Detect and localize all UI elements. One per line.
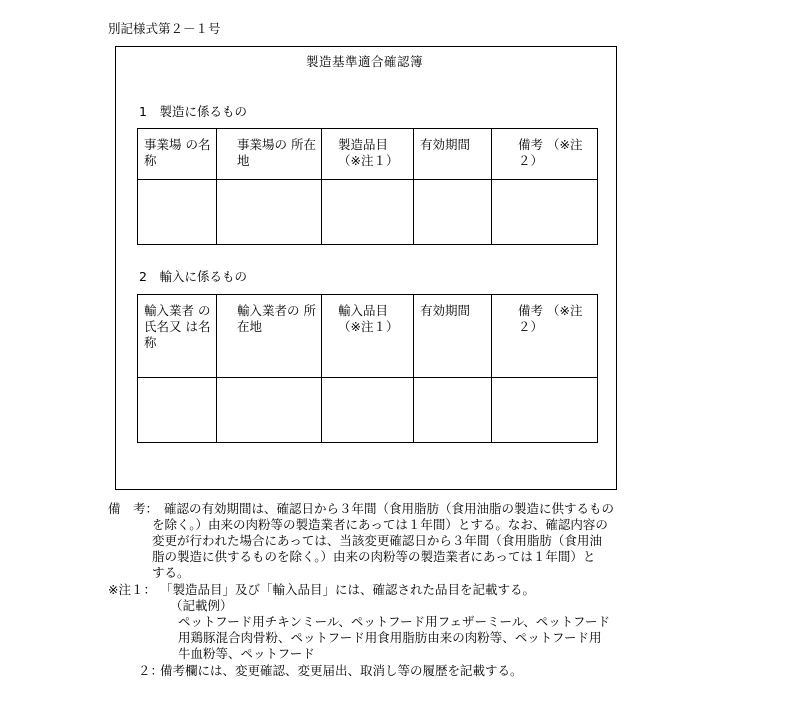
remark-line: 確認の有効期間は、確認日から３年間（食用脂肪（食用油脂の製造に供するもの xyxy=(164,501,615,516)
header-remarks: 備考 （※注２） xyxy=(492,295,598,378)
remark-line: 変更が行われた場合にあっては、当該変更確認日から３年間（食用脂肪（食用油 xyxy=(152,533,602,548)
table-header-row xyxy=(138,129,598,180)
manufacturing-table xyxy=(137,128,598,245)
cell-remarks[interactable] xyxy=(492,180,598,245)
header-validity-period: 有効期間 xyxy=(414,295,492,378)
remark-line: を除く。）由来の肉粉等の製造業者にあっては１年間）とする。なお、確認内容の xyxy=(152,517,608,532)
remark-line: 脂の製造に供するものを除く。）由来の肉粉等の製造業者にあっては１年間）と xyxy=(152,549,596,564)
example-line: 牛血粉等、ペットフード xyxy=(178,646,315,661)
section2-title: 2 輸入に係るもの xyxy=(139,269,247,284)
header-import-item: 輸入品目 （※注１） xyxy=(322,295,414,378)
form-number-label: 別記様式第２－１号 xyxy=(108,21,221,36)
remark-label: 備 考： xyxy=(108,501,159,516)
cell-facility-address[interactable] xyxy=(217,180,322,245)
note2-text: 備考欄には、変更確認、変更届出、取消し等の履歴を記載する。 xyxy=(160,663,523,678)
cell-import-item[interactable] xyxy=(322,378,414,443)
note1-text: 「製造品目」及び「輸入品目」には、確認された品目を記載する。 xyxy=(160,582,536,597)
header-facility-address: 事業場の 所在地 xyxy=(217,129,322,180)
cell-product-item[interactable] xyxy=(322,180,414,245)
header-importer-address: 輸入業者の 所在地 xyxy=(217,295,322,378)
table-row xyxy=(138,180,598,245)
cell-importer-address[interactable] xyxy=(217,378,322,443)
header-importer-name: 輸入業者 の氏名又 は名称 xyxy=(138,295,217,378)
table-row xyxy=(138,378,598,443)
cell-importer-name[interactable] xyxy=(138,378,217,443)
cell-validity-period[interactable] xyxy=(414,378,492,443)
document-title: 製造基準適合確認簿 xyxy=(306,54,424,69)
remark-line: する。 xyxy=(152,565,190,580)
header-validity-period: 有効期間 xyxy=(414,129,492,180)
cell-validity-period[interactable] xyxy=(414,180,492,245)
note2-label: ２： xyxy=(138,663,164,678)
table-header-row xyxy=(138,295,598,378)
example-line: 用鶏豚混合肉骨粉、ペットフード用食用脂肪由来の肉粉等、ペットフード用 xyxy=(178,630,602,645)
example-label: （記載例） xyxy=(170,598,233,613)
header-facility-name: 事業場 の名称 xyxy=(138,129,217,180)
import-table xyxy=(137,294,598,443)
note1-label: ※注１： xyxy=(108,582,156,597)
header-product-item: 製造品目 （※注１） xyxy=(322,129,414,180)
header-remarks: 備考 （※注２） xyxy=(492,129,598,180)
example-line: ペットフード用チキンミール、ペットフード用フェザーミール、ペットフード xyxy=(178,614,611,629)
section1-title: 1 製造に係るもの xyxy=(139,104,247,119)
cell-remarks[interactable] xyxy=(492,378,598,443)
cell-facility-name[interactable] xyxy=(138,180,217,245)
